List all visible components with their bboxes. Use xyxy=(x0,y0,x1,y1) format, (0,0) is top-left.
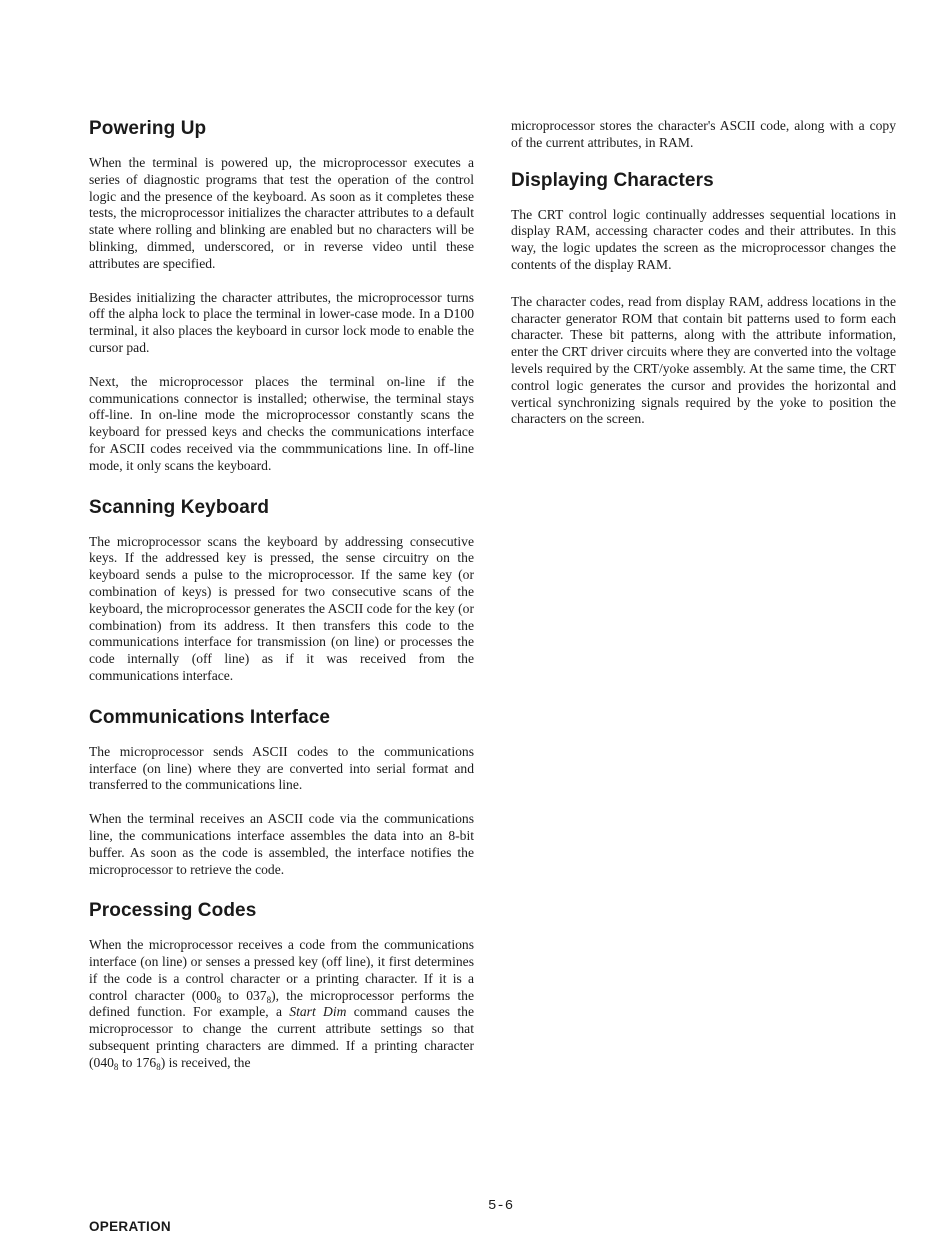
command-name: Start Dim xyxy=(289,1004,347,1020)
page-number: 5-6 xyxy=(488,1198,514,1214)
octal-subscript: 8 xyxy=(156,1061,161,1072)
text-run: ), the microprocessor performs the defined function. For example, a xyxy=(89,987,475,1020)
paragraph: The CRT control logic continually addresses sequential locations in display RAM, accessing character codes and their attributes. In this way, the logic updates the screen as the microprocessor changes the contents of the display RAM. xyxy=(511,206,896,272)
heading-processing-codes: Processing Codes xyxy=(89,900,257,922)
octal-subscript: 8 xyxy=(266,994,272,1005)
section-processing-codes xyxy=(89,900,474,1071)
paragraph-processing-codes xyxy=(89,937,474,1071)
text-run: When the microprocessor receives a code from the communications interface (on line) or senses a pressed key (off line), it first determines if the code is a control character or a printing character. If it is a control character (000 xyxy=(89,937,474,1003)
text-run: ) is received, the xyxy=(160,1054,251,1070)
right-column xyxy=(511,118,896,450)
paragraph: When the terminal is powered up, the microprocessor executes a series of diagnostic programs that test the operation of the control logic and the presence of the keyboard. As soon as it completes these tests, the microprocessor initializes the character attributes to a default state where rolling and blinking are enabled but no characters will be blinking, dimmed, underscored, or in reverse video until these attributes are specified. xyxy=(89,155,474,271)
paragraph: Besides initializing the character attributes, the microprocessor turns off the alpha lock to place the terminal in lower-case mode. In a D100 terminal, it also places the keyboard in cursor lock mode to enable the cursor pad. xyxy=(89,289,474,355)
paragraph: When the terminal receives an ASCII code via the communications line, the communications interface assembles the data into an 8-bit buffer. As soon as the code is assembled, the interface notifies the microprocessor to retrieve the code. xyxy=(89,811,474,877)
paragraph: The character codes, read from display RAM, address locations in the character generator ROM that contain bit patterns used to form each character. These bit patterns, along with the attribute information, enter the CRT driver circuits where they are converted into the voltage levels required by the CRT/yoke assembly. At the same time, the CRT control logic generates the cursor and provides the horizontal and vertical synchronizing signals required by the yoke to position the characters on the screen. xyxy=(511,293,896,427)
octal-subscript: 8 xyxy=(216,994,222,1005)
paragraph: The microprocessor sends ASCII codes to the communications interface (on line) where they are converted into serial format and transferred to the communications line. xyxy=(89,743,474,793)
text-run: to 037 xyxy=(221,987,267,1003)
section-powering-up xyxy=(89,118,474,475)
paragraph-continued: microprocessor stores the character's ASCII code, along with a copy of the current attributes, in RAM. xyxy=(511,118,896,150)
section-displaying-characters xyxy=(511,170,896,429)
section-scanning-keyboard xyxy=(89,497,474,685)
heading-displaying-characters: Displaying Characters xyxy=(511,169,714,191)
section-communications-interface xyxy=(89,707,474,879)
left-column xyxy=(89,118,474,1094)
octal-subscript: 8 xyxy=(113,1061,119,1072)
paragraph: Next, the microprocessor places the terminal on-line if the communications connector is installed; otherwise, the terminal stays off-line. In on-line mode the microprocessor constantly scans the keyboard for pressed keys and checks the communications interface for ASCII codes received via the commmunications line. In off-line mode, it only scans the keyboard. xyxy=(89,373,474,473)
text-run: to 176 xyxy=(118,1054,157,1070)
heading-scanning-keyboard: Scanning Keyboard xyxy=(89,496,270,518)
footer-section-label: OPERATION xyxy=(89,1219,171,1234)
heading-powering-up: Powering Up xyxy=(89,118,207,139)
heading-communications-interface: Communications Interface xyxy=(89,706,331,728)
paragraph: The microprocessor scans the keyboard by addressing consecutive keys. If the addressed key is pressed, the sense circuitry on the keyboard sends a pulse to the microprocessor. If the same key (or combination of keys) is pressed for two consecutive scans of the keyboard, the microprocessor generates the ASCII code for the key (or combination) from its address. It then transfers this code to the communications interface for transmission (on line) or processes the code internally (off line) as if it was received from the communications interface. xyxy=(89,533,474,683)
text-run: command causes the microprocessor to change the current attribute settings so that subsequent printing characters are dimmed. If a printing character (040 xyxy=(89,1004,474,1070)
